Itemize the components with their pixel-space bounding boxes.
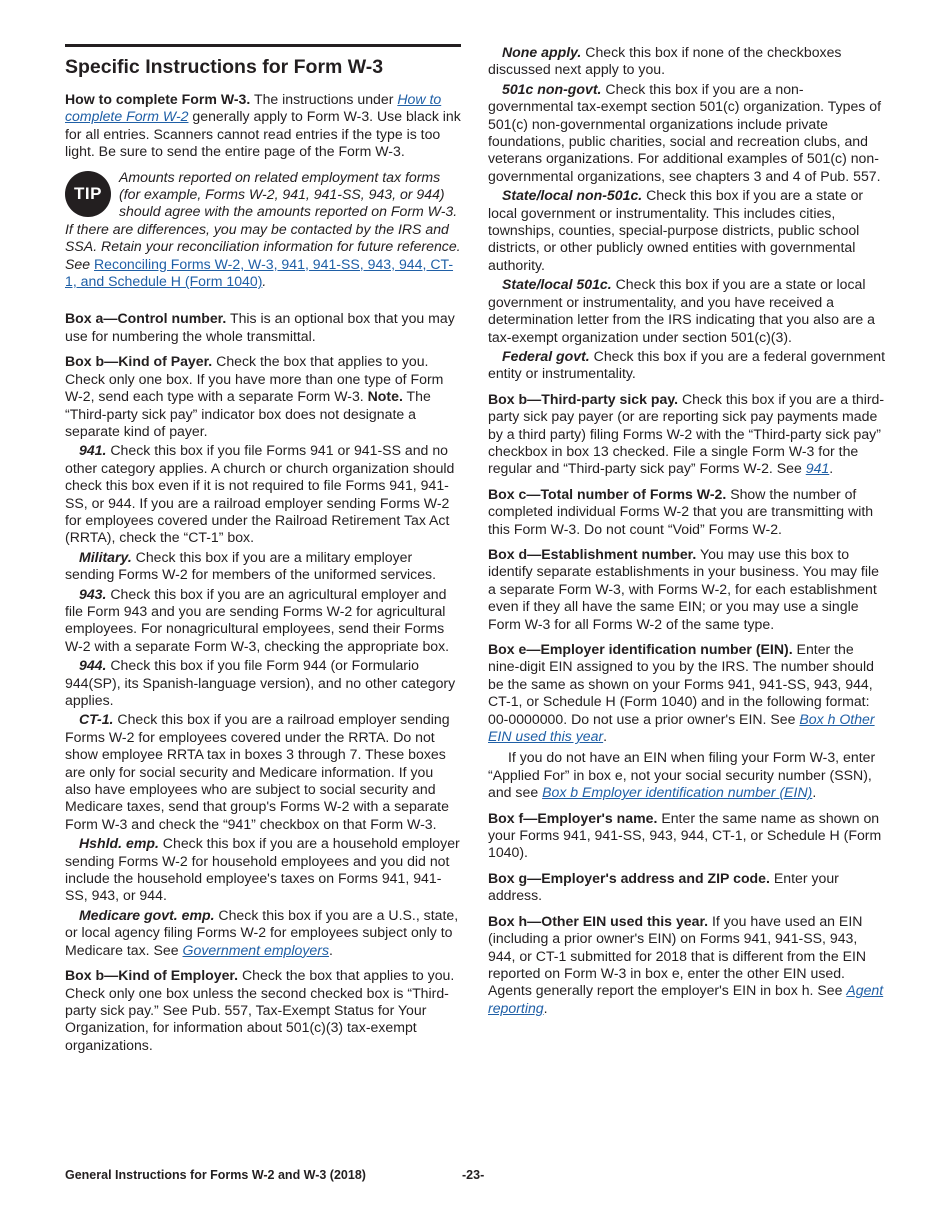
left-column (65, 44, 461, 1062)
link-941[interactable]: 941 (805, 460, 830, 477)
item-none-apply: None apply. Check this box if none of the checkboxes discussed next apply to you. (488, 44, 842, 78)
box-b-employer-heading: Box b—Kind of Employer. (65, 967, 239, 984)
item-944: 944. Check this box if you file Form 944 (or Formulario 944(SP), its Spanish-language version), and no other category applies. (65, 657, 456, 708)
box-h-heading: Box h—Other EIN used this year. (488, 912, 709, 929)
item-state-local-501c: State/local 501c. Check this box if you are a state or local government or instrumentality, and you have received a determination letter from the IRS indicating that you also are a tax-exempt organization under section 501(c)(3). (488, 276, 876, 345)
agent-reporting-link[interactable]: Agent reporting (488, 982, 884, 1016)
box-e-second-paragraph: If you do not have an EIN when filing your Form W-3, enter “Applied For” in box e, not your social security number (SSN), and see Box b Employer identification number (EIN). (488, 749, 876, 801)
item-military: Military. Check this box if you are a military employer sending Forms W-2 for members of the uniformed services. (65, 548, 437, 583)
how-to-complete-heading: How to complete Form W-3. (65, 91, 251, 107)
reconciling-forms-link[interactable]: Reconciling Forms W-2, W-3, 941, 941-SS, 943, 944, CT-1, and Schedule H (Form 1040) (65, 255, 454, 290)
box-b-third-party-paragraph: Box b—Third-party sick pay. Check this box if you are a third-party sick pay payer (or are reporting sick pay payments made by a third party) filing Forms W-2 with the “Third-party sick pay” checkbox in box 13 checked. File a single Form W-3 for the regular and “Third-party sick pay” Forms W-2. See 941. (488, 390, 885, 477)
item-medicare-govt-emp: Medicare govt. emp. Check this box if you are a U.S., state, or local agency filing Forms W-2 for employees subject only to Medicare tax. See Government employers. (65, 906, 459, 958)
item-hshld-emp: Hshld. emp. Check this box if you are a household employer sending Forms W-2 for household employees and you did not include the household employee's taxes on Forms 941, 941-SS, 943, or 944. (65, 835, 460, 904)
box-h-paragraph: Box h—Other EIN used this year. If you have used an EIN (including a prior owner's EIN) on Forms 941, 941-SS, 943, 944, or CT-1 submitted for 2018 that is different from the EIN reported on Form W-3 in box e, enter the other EIN used. Agents generally report the employer's EIN in box h. See Agent reporting. (488, 912, 884, 1016)
box-c-heading: Box c—Total number of Forms W-2. (488, 485, 727, 502)
item-state-local-non-501c: State/local non-501c. Check this box if you are a state or local government or instrumentality. This includes cities, townships, counties, special-purpose districts, public school districts, or other publicly owned entities with governmental authority. (488, 187, 864, 273)
box-d-heading: Box d—Establishment number. (488, 545, 697, 562)
item-federal-govt: Federal govt. Check this box if you are a federal government entity or instrumentality. (488, 347, 886, 382)
government-employers-link[interactable]: Government employers (182, 941, 329, 958)
box-b-employer-ein-link[interactable]: Box b Employer identification number (EIN) (542, 784, 813, 801)
box-b-payer-heading: Box b—Kind of Payer. (65, 353, 213, 370)
box-b-payer-paragraph: Box b—Kind of Payer. Check the box that applies to you. Check only one box. If you have more than one type of Form W-2, send each type with a separate Form W-3. Note. The “Third-party sick pay” indicator box does not designate a separate kind of payer. (65, 353, 444, 439)
box-f-heading: Box f—Employer's name. (488, 809, 658, 826)
how-to-complete-paragraph: How to complete Form W-3. The instructions under How to complete Form W-2 generally apply to Form W-3. Use black ink for all entries. Scanners cannot read entries if the type is too light. Be sure to send the entire page of the Form W-3. (65, 91, 461, 160)
box-a-paragraph: Box a—Control number. This is an optional box that you may use for numbering the whole transmittal. (65, 310, 455, 344)
tip-note: TIP Amounts reported on related employment tax forms (for example, Forms W-2, 941, 941-SS, 943, or 944) should agree with the amounts reported on Form W-3. If there are differences, you may be contacted by the IRS and SSA. Retain your reconciliation information for future reference. See Reconciling Forms W-2, W-3, 941, 941-SS, 943, 944, CT-1, and Schedule H (Form 1040). (65, 168, 461, 290)
box-f-paragraph: Box f—Employer's name. Enter the same name as shown on your Forms 941, 941-SS, 943, 944, CT-1, or Schedule H (Form 1040). (488, 809, 882, 861)
box-g-heading: Box g—Employer's address and ZIP code. (488, 869, 770, 886)
page-title: Specific Instructions for Form W-3 (65, 56, 384, 78)
box-e-heading: Box e—Employer identification number (EIN). (488, 641, 793, 657)
item-501c-non-govt: 501c non-govt. Check this box if you are a non-governmental tax-exempt section 501(c) organization. Types of 501(c) non-governmental organizations include private foundations, public charities, social and recreation clubs, and veterans organizations. For additional examples of 501(c) non-governmental organizations, see chapters 3 and 4 of Pub. 557. (488, 80, 882, 184)
title-rule (65, 44, 461, 47)
page-number: -23- (462, 1168, 485, 1182)
item-ct1: CT-1. Check this box if you are a railroad employer sending Forms W-2 for employees covered under the RRTA. Do not show employee RRTA tax in boxes 3 through 7. These boxes are only for social security and Medicare information. If you also have employees who are subject to social security and Medicare taxes, send that group's Forms W-2 with a separate Form W-3 and check the “941” checkbox on that Form W-3. (65, 711, 450, 832)
how-to-complete-w2-link[interactable]: How to complete Form W-2 (65, 91, 442, 125)
box-h-other-ein-link[interactable]: Box h Other EIN used this year (488, 710, 875, 745)
box-g-paragraph: Box g—Employer's address and ZIP code. Enter your address. (488, 869, 839, 904)
item-941: 941. Check this box if you file Forms 941 or 941-SS and no other category applies. A church or church organization should check this box even if it is not required to file Forms 941, 941-SS, or 944. If you are a railroad employer sending Forms W-2 for employees covered under the Railroad Retirement Tax Act (RRTA), check the “CT-1” box. (65, 442, 455, 546)
box-b-third-party-heading: Box b—Third-party sick pay. (488, 390, 679, 407)
box-d-paragraph: Box d—Establishment number. You may use this box to identify separate establishments in your business. You may file a separate Form W-3, with Forms W-2, for each establishment even if they all have the same EIN; or you may use a single Form W-3 for all Forms W-2 of the same type. (488, 545, 879, 632)
box-c-paragraph: Box c—Total number of Forms W-2. Show the number of completed individual Forms W-2 that you are transmitting with this Form W-3. Do not count “Void” Forms W-2. (488, 485, 874, 537)
item-943: 943. Check this box if you are an agricultural employer and file Form 943 and you are sending Forms W-2 for agricultural employees. For nonagricultural employees, send their Forms W-2 with a separate Form W-3, checking the appropriate box. (65, 585, 450, 654)
box-a-heading: Box a—Control number. (65, 310, 227, 327)
box-e-paragraph: Box e—Employer identification number (EIN). Enter the nine-digit EIN assigned to you by the IRS. The number should be the same as shown on your Forms 941, 941-SS, 943, 944, CT-1, or Schedule H (Form 1040) and in the following format: 00-0000000. Do not use a prior owner's EIN. See Box h Other EIN used this year. (488, 641, 875, 745)
right-column (488, 44, 886, 1025)
box-b-employer-paragraph: Box b—Kind of Employer. Check the box that applies to you. Check only one box unless the second checked box is “Third-party sick pay.” See Pub. 557, Tax-Exempt Status for Your Organization, for information about 501(c)(3) tax-exempt organizations. (65, 967, 455, 1053)
footer-title: General Instructions for Forms W-2 and W-3 (2018) (65, 1168, 366, 1182)
tip-icon: TIP (65, 171, 111, 217)
